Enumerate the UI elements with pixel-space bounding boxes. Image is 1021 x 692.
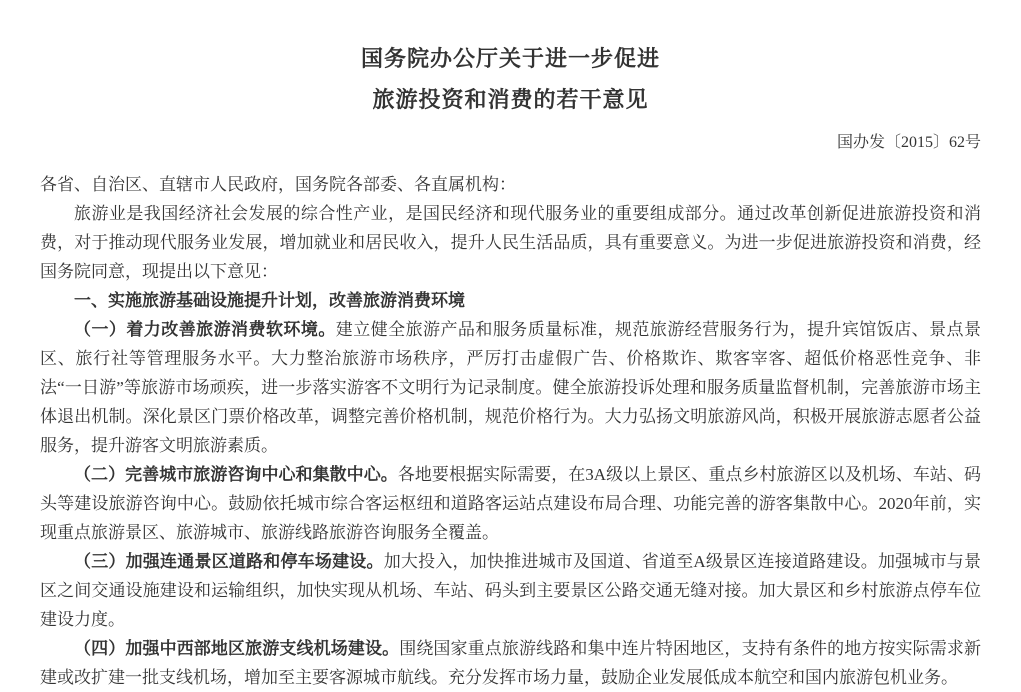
salutation: 各省、自治区、直辖市人民政府，国务院各部委、各直属机构： bbox=[40, 175, 516, 194]
item-body-3: 加大投入，加快推进城市及国道、省道至A级景区连接道路建设。加强城市与景区之间交通设施建设和运输组织，加快实现从机场、车站、码头到主要景区公路交通无缝对接。加大景区和乡村旅游点停车位建设力度。 bbox=[40, 552, 982, 629]
document-title bbox=[40, 38, 981, 120]
document-body bbox=[40, 170, 981, 692]
document-title-line-1: 国务院办公厅关于进一步促进 bbox=[360, 46, 660, 71]
item-lead-1: （一）着力改善旅游消费软环境。 bbox=[74, 320, 336, 339]
intro-paragraph: 旅游业是我国经济社会发展的综合性产业，是国民经济和现代服务业的重要组成部分。通过改革创新促进旅游投资和消费，对于推动现代服务业发展，增加就业和居民收入，提升人民生活品质，具有重要意义。为进一步促进旅游投资和消费，经国务院同意，现提出以下意见： bbox=[40, 204, 981, 281]
item-paragraph-4 bbox=[40, 634, 981, 692]
item-lead-3: （三）加强连通景区道路和停车场建设。 bbox=[74, 552, 384, 571]
item-paragraph-2 bbox=[40, 460, 981, 547]
item-paragraph-1 bbox=[40, 315, 981, 460]
document-page bbox=[0, 38, 1021, 692]
item-body-4: 围绕国家重点旅游线路和集中连片特困地区，支持有条件的地方按实际需求新建或改扩建一批支线机场，增加至主要客源城市航线。充分发挥市场力量，鼓励企业发展低成本航空和国内旅游包机业务。 bbox=[40, 639, 982, 687]
item-lead-4: （四）加强中西部地区旅游支线机场建设。 bbox=[74, 639, 400, 658]
item-paragraph-3 bbox=[40, 547, 981, 634]
section-heading-1: 一、实施旅游基础设施提升计划，改善旅游消费环境 bbox=[74, 291, 465, 310]
item-body-1: 建立健全旅游产品和服务质量标准，规范旅游经营服务行为，提升宾馆饭店、景点景区、旅行社等管理服务水平。大力整治旅游市场秩序，严厉打击虚假广告、价格欺诈、欺客宰客、超低价格恶性竞争、非法“一日游”等旅游市场顽疾，进一步落实游客不文明行为记录制度。健全旅游投诉处理和服务质量监督机制，完善旅游市场主体退出机制。深化景区门票价格改革，调整完善价格机制，规范价格行为。大力弘扬文明旅游风尚，积极开展旅游志愿者公益服务，提升游客文明旅游素质。 bbox=[40, 320, 981, 455]
item-body-2: 各地要根据实际需要，在3A级以上景区、重点乡村旅游区以及机场、车站、码头等建设旅游咨询中心。鼓励依托城市综合客运枢纽和道路客运站点建设布局合理、功能完善的游客集散中心。2020年前，实现重点旅游景区、旅游城市、旅游线路旅游咨询服务全覆盖。 bbox=[40, 465, 981, 542]
doc-number: 国办发〔2015〕62号 bbox=[836, 134, 981, 151]
document-title-line-2: 旅游投资和消费的若干意见 bbox=[372, 87, 649, 112]
item-lead-2: （二）完善城市旅游咨询中心和集散中心。 bbox=[74, 465, 398, 484]
